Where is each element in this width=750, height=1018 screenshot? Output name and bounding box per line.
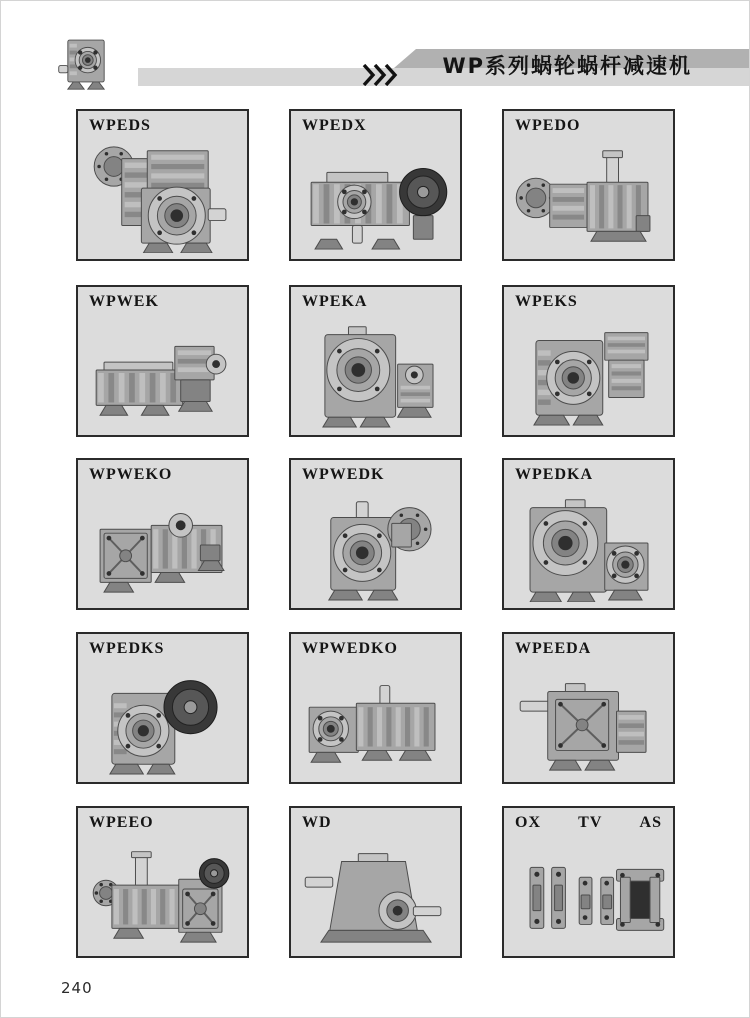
product-label: OX [515,814,541,831]
gearbox-photo-wpedx [297,137,455,258]
product-box-wpedks [76,632,249,784]
page-title: WP系列蜗轮蜗杆减速机 [442,54,692,78]
gearbox-photo-wpwek [84,313,242,434]
product-label-row [89,640,236,658]
product-label-row [515,293,662,311]
product-label: WPEDKA [515,466,593,483]
product-box-wpeks [502,285,675,437]
product-box-wpedka [502,458,675,610]
product-label: AS [639,814,662,831]
product-label: TV [578,814,603,831]
product-box-wpedo [502,109,675,261]
product-label: WPEKS [515,293,578,310]
product-label-row [302,466,449,484]
product-label: WPWEKO [89,466,173,483]
product-label: WPEDS [89,117,151,134]
product-box-wpwedko [289,632,462,784]
gearbox-photo-wpeeda [510,660,668,781]
gearbox-photo-wpweko [84,486,242,607]
gearbox-photo-wpeka [297,313,455,434]
product-label-row [515,466,662,484]
product-box-wpeeda [502,632,675,784]
product-label-row [89,117,236,135]
product-label-row [89,814,236,832]
product-box-wd [289,806,462,958]
product-label: WPEKA [302,293,368,310]
product-label-row [302,117,449,135]
gearbox-photo-wpeks [510,313,668,434]
product-box-wpweko [76,458,249,610]
page-number: 240 [61,979,93,997]
gearbox-photo-accessories [510,834,668,955]
gearbox-photo-wpedks [84,660,242,781]
product-box-wpwek [76,285,249,437]
product-box-wpeeo [76,806,249,958]
product-box-wpwedk [289,458,462,610]
product-box-wpedx [289,109,462,261]
gearbox-photo-wpeeo [84,834,242,955]
product-label-row [302,293,449,311]
product-label-row [302,814,449,832]
worm-gearbox-photo-icon [53,31,119,91]
product-label-row [515,117,662,135]
product-label: WPEDKS [89,640,165,657]
product-label-row [515,640,662,658]
product-label-row [515,814,662,832]
gearbox-photo-wpwedko [297,660,455,781]
product-label: WPEEO [89,814,154,831]
product-box-accessories [502,806,675,958]
gearbox-photo-wpeds [84,137,242,258]
product-label: WPWEK [89,293,159,310]
product-label-row [89,466,236,484]
product-box-wpeka [289,285,462,437]
gearbox-photo-wpwedk [297,486,455,607]
product-label: WPWEDK [302,466,385,483]
product-label: WD [302,814,332,831]
gearbox-photo-wpedo [510,137,668,258]
product-label: WPEDO [515,117,581,134]
product-label-row [302,640,449,658]
product-label: WPEDX [302,117,367,134]
gearbox-photo-wpedka [510,486,668,607]
product-box-wpeds [76,109,249,261]
gearbox-photo-wd [297,834,455,955]
header-gearbox-photo [53,31,119,91]
product-label: WPWEDKO [302,640,398,657]
product-label-row [89,293,236,311]
product-label: WPEEDA [515,640,592,657]
triple-right-chevrons-icon [362,64,398,86]
